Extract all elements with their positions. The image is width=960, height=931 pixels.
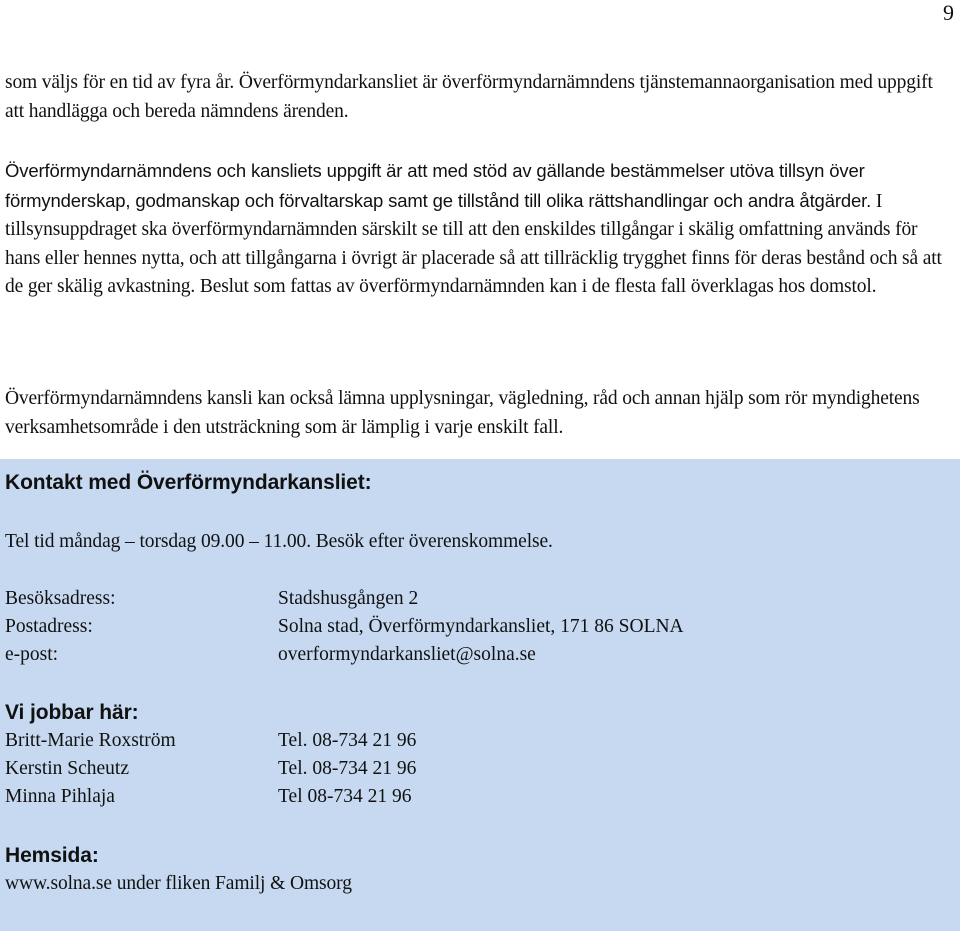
- visit-address-label: Besöksadress:: [5, 588, 116, 609]
- visit-address-value: Stadshusgången 2: [278, 588, 419, 609]
- paragraph-3-text: Överförmyndarnämndens kansli kan också lämna upplysningar, vägledning, råd och annan hjälp som rör myndighetens verksamhetsområde i den utsträckning som är lämplig i varje enskilt fall.: [5, 388, 920, 438]
- phone-hours: Tel tid måndag – torsdag 09.00 – 11.00. Besök efter överenskommelse.: [5, 531, 553, 552]
- paragraph-1-text: som väljs för en tid av fyra år. Överförmyndarkansliet är överförmyndarnämndens tjänstemannaorganisation med uppgift att handlägga och bereda nämndens ärenden.: [5, 72, 933, 122]
- page-number: 9: [943, 0, 954, 25]
- staff-phone: Tel. 08-734 21 96: [278, 758, 417, 779]
- staff-phone: Tel. 08-734 21 96: [278, 730, 417, 751]
- website-text[interactable]: www.solna.se under fliken Familj & Omsorg: [5, 873, 352, 894]
- staff-name: Kerstin Scheutz: [5, 758, 130, 779]
- paragraph-2-sans-text: Överförmyndarnämndens och kansliets uppgift är att med stöd av gällande bestämmelser utöva tillsyn över förmynderskap, godmanskap och förvaltarskap samt ge tillstånd till olika rättshandlingar och andra åtgärder.: [5, 160, 872, 211]
- contact-box: [0, 459, 960, 931]
- paragraph-2: [5, 157, 955, 302]
- staff-name: Minna Pihlaja: [5, 786, 115, 807]
- paragraph-1: [5, 69, 955, 126]
- staff-name: Britt-Marie Roxström: [5, 730, 176, 751]
- paragraph-2-serif-text: I tillsynsuppdraget ska överförmyndarnämnden särskilt se till att den enskildes tillgångar i skälig omfattning används för hans eller hennes nytta, och att tillgångarna i övrigt är placerade så att tillräcklig trygghet finns för deras bestånd och så att de ger skälig avkastning. Beslut som fattas av överförmyndarnämnden kan i de flesta fall överklagas hos domstol.: [5, 190, 942, 297]
- website-heading: Hemsida:: [5, 844, 99, 867]
- email-value[interactable]: overformyndarkansliet@solna.se: [278, 644, 536, 665]
- paragraph-3: [5, 385, 955, 442]
- postal-address-value: Solna stad, Överförmyndarkansliet, 171 86 SOLNA: [278, 616, 684, 637]
- staff-phone: Tel 08-734 21 96: [278, 786, 412, 807]
- staff-heading: Vi jobbar här:: [5, 701, 139, 724]
- postal-address-label: Postadress:: [5, 616, 93, 637]
- contact-heading: Kontakt med Överförmyndarkansliet:: [5, 471, 372, 494]
- email-label: e-post:: [5, 644, 59, 665]
